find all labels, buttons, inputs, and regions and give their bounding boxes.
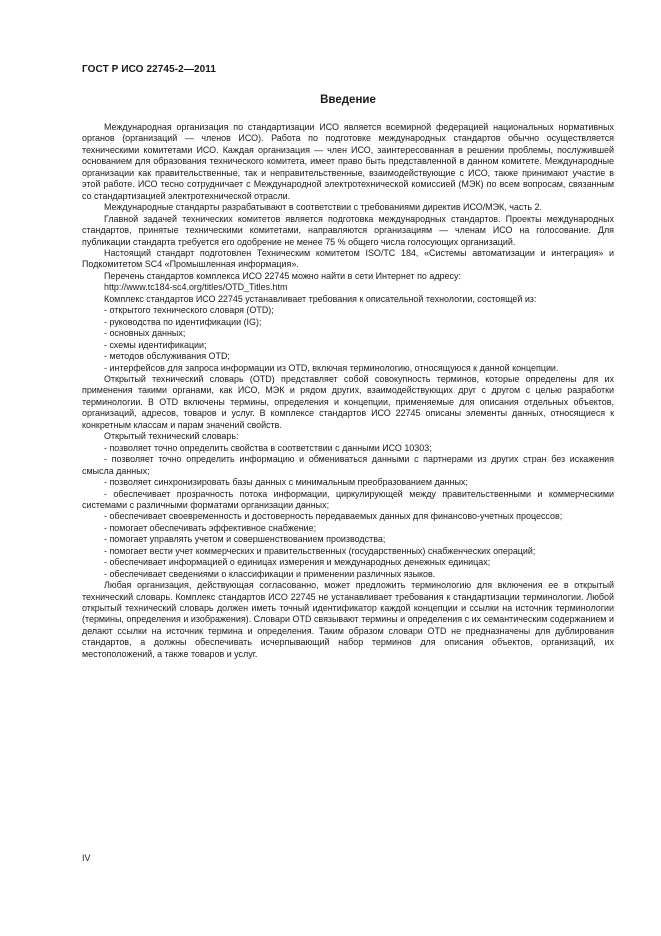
paragraph: Настоящий стандарт подготовлен Техническим комитетом ISO/TC 184, «Системы автоматизации и интеграция» и Подкомитетом SC4 «Промышленная информация». <box>82 247 614 270</box>
paragraph: Перечень стандартов комплекса ИСО 22745 можно найти в сети Интернет по адресу: <box>104 270 461 281</box>
page-number: IV <box>82 853 91 863</box>
list-item: - позволяет точно определить свойства в соответствии с данными ИСО 10303; <box>104 442 432 453</box>
paragraph: Открытый технический словарь (OTD) представляет собой совокупность терминов, которые определены для их применения такими органами, как ИСО, МЭК и рядом других, взаимодействующих друг с другом с целью разработки терминологии. В OTD включены термины, определения и концепции, применяемые для описания отдельных объектов, организаций, адресов, товаров и услуг. В комплексе стандартов ИСО 22745 описаны элементы данных, относящиеся к конкретным классам и парам значений свойств. <box>82 373 614 430</box>
section-title: Введение <box>320 94 376 106</box>
list-item: - обеспечивает своевременность и достоверность передаваемых данных для финансово-учетных процессов; <box>104 511 563 522</box>
list-item: - обеспечивает сведениями о классификации и применении различных языков. <box>104 568 436 579</box>
paragraph: Международная организация по стандартизации ИСО является всемирной федерацией национальных нормативных органов (организаций — членов ИСО). Работа по подготовке международных стандартов обычно осуществляется техническими комитетами ИСО. Каждая организация — член ИСО, заинтересованная в решении проблемы, послужившей основанием для образования технического комитета, имеет право быть представленной в данном комитете. Международные организации как правительственные, так и неправительственные, взаимодействующие с ИСО, также принимают участие в этой работе. ИСО тесно сотрудничает с Международной электротехнической комиссией (МЭК) по всем вопросам, связанным со стандартизацией электротехнической отрасли. <box>82 122 614 201</box>
list-item: - помогает обеспечивать эффективное снабжение; <box>104 522 317 533</box>
list-item: - обеспечивает прозрачность потока информации, циркулирующей между правительственными и коммерческими системами с различными форматами организации данных; <box>82 488 614 510</box>
list-item: - помогает управлять учетом и совершенствованием производства; <box>104 534 386 545</box>
list-item: - позволяет синхронизировать базы данных с минимальным преобразованием данных; <box>104 477 468 488</box>
paragraph: Комплекс стандартов ИСО 22745 устанавливает требования к описательной технологии, состоящей из: <box>104 293 537 304</box>
list-item: - руководства по идентификации (IG); <box>104 316 262 327</box>
paragraph: Любая организация, действующая согласованно, может предложить терминологию для включения ее в открытый технический словарь. Комплекс стандартов ИСО 22745 не устанавливает требования к стандартизации терминологии. Любой открытый технический словарь должен иметь точный идентификатор каждой концепции и ссылки на источник терминологии (термины, определения и изображения). Словари OTD связывают термины и определения с их семантическим содержанием и делают ссылки на источник термина и определения. Таким образом словари OTD не предназначены для дублирования стандартов, а должны обеспечивать исчерпывающий набор терминов для описания объектов, организаций, их местоположений, а также товаров и услуг. <box>82 580 614 659</box>
document-body <box>82 122 614 660</box>
document-header: ГОСТ Р ИСО 22745-2—2011 <box>82 64 217 75</box>
paragraph: Главной задачей технических комитетов является подготовка международных стандартов. Проекты международных стандартов, принятые техническими комитетами, направляются организациям — членам ИСО на голосование. Для публикации стандарта требуется его одобрение не менее 75 % общего числа голосующих организаций. <box>82 213 614 247</box>
list-item: - методов обслуживания OTD; <box>104 351 230 362</box>
list-item: - открытого технического словаря (OTD); <box>104 305 274 316</box>
list-item: - позволяет точно определить информацию и обмениваться данными с партнерами из других стран без искажения смысла данных; <box>82 454 614 476</box>
list-item: - интерфейсов для запроса информации из OTD, включая терминологию, относящуюся к данной концепции. <box>104 362 559 373</box>
list-item: - основных данных; <box>104 328 186 339</box>
list-item: - схемы идентификации; <box>104 339 207 350</box>
list-item: - помогает вести учет коммерческих и правительственных (государственных) снабженческих операций; <box>104 545 536 556</box>
url-line: http://www.tc184-sc4.org/titles/OTD_Titles.htm <box>104 282 288 293</box>
paragraph: Международные стандарты разрабатывают в соответствии с требованиями директив ИСО/МЭК, часть 2. <box>104 202 542 213</box>
list-item: - обеспечивает информацией о единицах измерения и международных денежных единицах; <box>104 557 491 568</box>
paragraph: Открытый технический словарь: <box>104 431 239 442</box>
